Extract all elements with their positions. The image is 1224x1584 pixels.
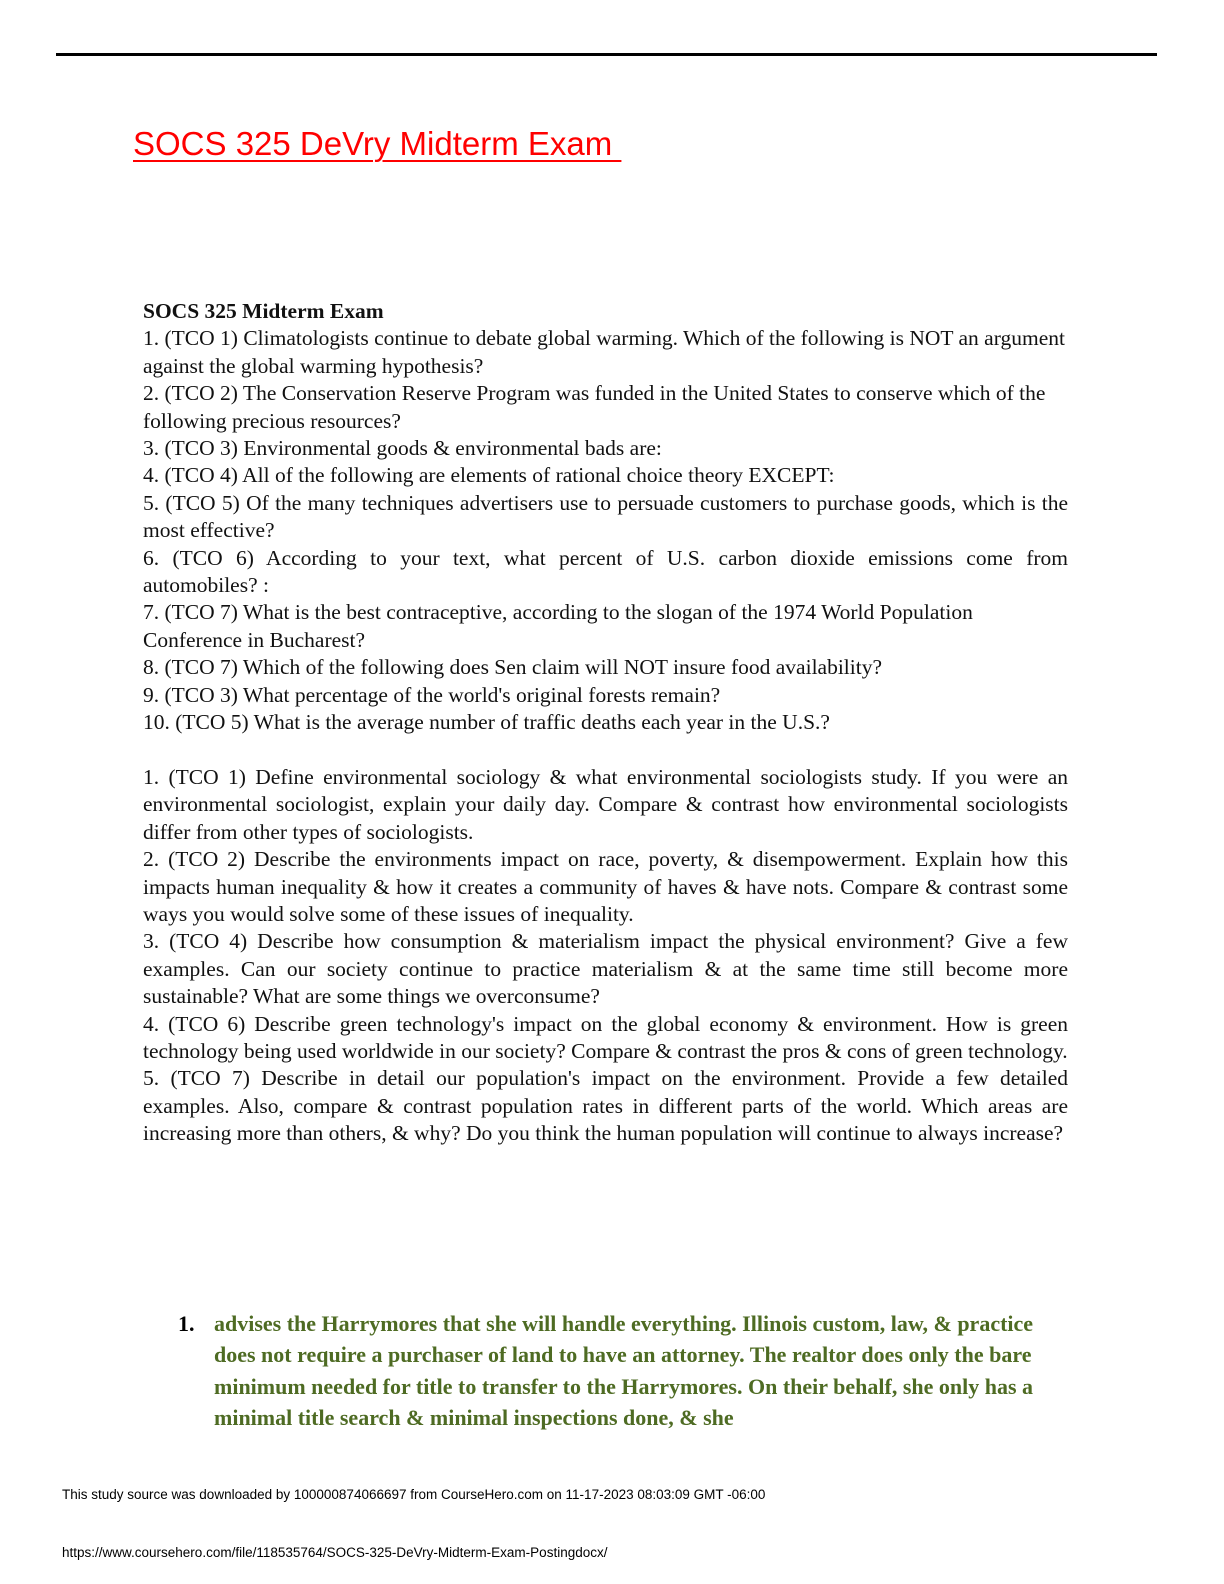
section-heading: SOCS 325 Midterm Exam — [143, 299, 384, 323]
download-note: This study source was downloaded by 100000874066697 from CourseHero.com on 11-17-2023 08:03:09 GMT -06:00 — [62, 1487, 766, 1502]
document-title: SOCS 325 DeVry Midterm Exam — [133, 125, 622, 162]
mc-question: 5. (TCO 5) Of the many techniques advertisers use to persuade customers to purchase goods, which is the most effective? — [143, 490, 1068, 543]
mc-question: 1. (TCO 1) Climatologists continue to debate global warming. Which of the following is NOT an argument against the global warming hypothesis? — [143, 326, 1065, 378]
mc-question: 10. (TCO 5) What is the average number of traffic deaths each year in the U.S.? — [143, 710, 830, 735]
mc-question: 6. (TCO 6) According to your text, what percent of U.S. carbon dioxide emissions come from automobiles? : — [143, 545, 1068, 598]
mc-question: 4. (TCO 4) All of the following are elements of rational choice theory EXCEPT: — [143, 463, 835, 488]
mc-question: 7. (TCO 7) What is the best contraceptive, according to the slogan of the 1974 World Population Conference in Bucharest? — [143, 600, 973, 652]
essay-question: 5. (TCO 7) Describe in detail our population's impact on the environment. Provide a few detailed examples. Also, compare & contrast population rates in different parts of the world. Which areas are increasing more than others, & why? Do you think the human population will continue to always increase? — [143, 1066, 1068, 1146]
exam-content — [143, 298, 1068, 1148]
mc-question: 8. (TCO 7) Which of the following does Sen claim will NOT insure food availability? — [143, 655, 883, 680]
essay-question: 4. (TCO 6) Describe green technology's impact on the global economy & environment. How is green technology being used worldwide in our society? Compare & contrast the pros & cons of green technology. — [143, 1011, 1068, 1063]
answer-text: advises the Harrymores that she will handle everything. Illinois custom, law, & practice does not require a purchaser of land to have an attorney. The realtor does only the bare minimum needed for title to transfer to the Harrymores. On their behalf, she only has a minimal title search & minimal inspections done, & she — [214, 1311, 1034, 1430]
source-url[interactable]: https://www.coursehero.com/file/118535764/SOCS-325-DeVry-Midterm-Exam-Postingdocx/ — [62, 1545, 608, 1560]
top-divider — [56, 53, 1157, 56]
mc-question: 2. (TCO 2) The Conservation Reserve Program was funded in the United States to conserve which of the following precious resources? — [143, 381, 1046, 433]
essay-question: 3. (TCO 4) Describe how consumption & materialism impact the physical environment? Give a few examples. Can our society continue to practice materialism & at the same time still become more sustainable? What are some things we overconsume? — [143, 929, 1068, 1009]
mc-question: 3. (TCO 3) Environmental goods & environmental bads are: — [143, 436, 662, 461]
mc-question: 9. (TCO 3) What percentage of the world's original forests remain? — [143, 682, 721, 707]
answer-number: 1. — [178, 1311, 195, 1336]
essay-question: 1. (TCO 1) Define environmental sociology & what environmental sociologists study. If you were an environmental sociologist, explain your daily day. Compare & contrast how environmental sociologists differ from other types of sociologists. — [143, 764, 1068, 844]
answer-item — [178, 1308, 1058, 1433]
spacer — [143, 737, 1068, 764]
essay-question: 2. (TCO 2) Describe the environments impact on race, poverty, & disempowerment. Explain how this impacts human inequality & how it creates a community of haves & have nots. Compare & contrast some ways you would solve some of these issues of inequality. — [143, 847, 1068, 926]
